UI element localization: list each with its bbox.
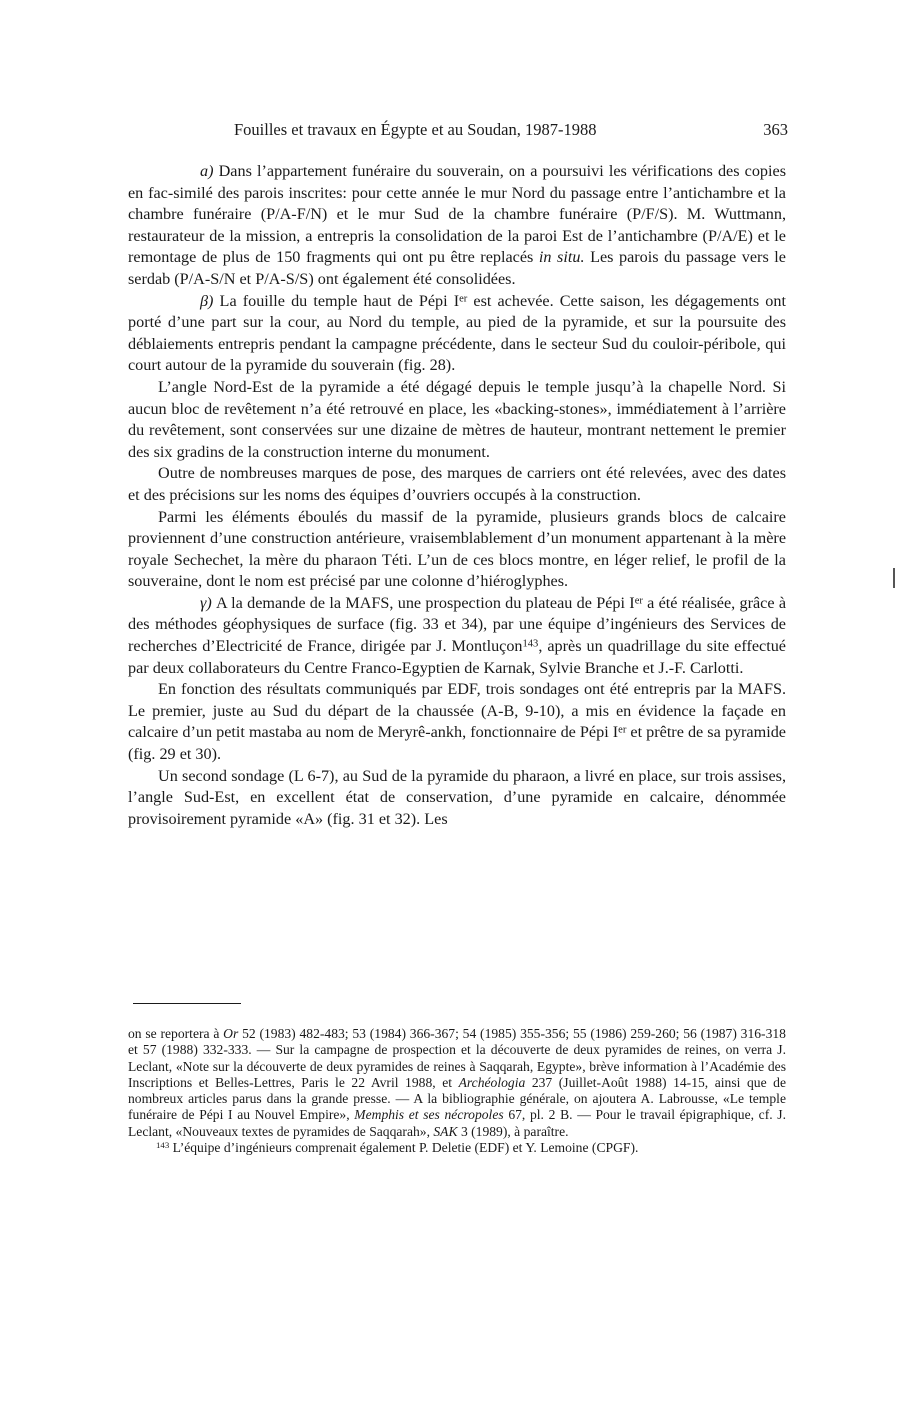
italic-citation: SAK <box>433 1123 458 1139</box>
italic-term: in situ. <box>538 248 585 267</box>
footnote-text: 3 (1989), à paraître. <box>457 1123 569 1139</box>
italic-citation: Or <box>223 1026 239 1041</box>
footnote-divider <box>133 1003 241 1004</box>
paragraph-sondages <box>128 679 786 765</box>
scan-edge-mark <box>893 568 895 588</box>
superscript: er <box>459 292 468 304</box>
paragraph-text: Dans l’appartement funéraire du souverain, on a poursuivi les vérifications des copies en fac-similé des parois inscrites: pour cette année le mur Nord du passage entre l’antichambre et la chambre funéraire (P/A-F/N) et le mur Sud de la chambre funéraire (P/F/S). M. Wuttmann, restaurateur de la mission, a entrepris la consolidation de la paroi Est de l’antichambre (P/A/E) et le remontage de plus de 150 fragments qui ont pu être replacés <box>128 162 786 267</box>
footnotes <box>128 1026 786 1156</box>
paragraph-text: En fonction des résultats communiqués par EDF, trois sondages ont été entrepris par la MAFS. Le premier, juste au Sud du départ de la chaussée (A-B, 9-10), a mis en évidence la façade en calcaire d’un petit mastaba au nom de Meryrê-ankh, fonctionnaire de Pépi I <box>128 680 786 742</box>
paragraph-beta <box>128 291 786 377</box>
paragraph-text: La fouille du temple haut de Pépi I <box>213 291 460 310</box>
running-head <box>128 118 788 142</box>
footnote-text: on se reportera à <box>128 1026 224 1041</box>
paragraph-text: , après un quadrillage du site effectué par deux collaborateurs du Centre Franco-Egyptien de Karnak, Sylvie Branche et J.-F. Carlotti. <box>128 637 786 677</box>
paragraph-a <box>128 161 786 291</box>
paragraph-label: γ) <box>200 593 212 612</box>
italic-citation: Memphis et ses nécropoles <box>354 1107 504 1123</box>
paragraph-text: Les parois du passage vers le serdab (P/A-S/N et P/A-S/S) ont également été consolidées. <box>128 248 786 288</box>
superscript: er <box>634 595 643 607</box>
footnote-continued <box>128 1026 786 1140</box>
page-number: 363 <box>763 120 788 139</box>
italic-citation: Archéologia <box>458 1074 526 1090</box>
footnote-number: 143 <box>156 1140 170 1151</box>
paragraph-label: β) <box>200 291 214 310</box>
footnote-text: 52 (1983) 482-483; 53 (1984) 366-367; 54 (1985) 355-356; 55 (1986) 259-260; 56 (1987) 316-318 et 57 (1988) 332-333. — Sur la campagne de prospection et la découverte de deux pyramides de reines, on verra J. Leclant, «Note sur la découverte de deux pyramides de reines à Saqqarah, Egypte», brève information à l’Académie des Inscriptions et Belles-Lettres, Paris le 22 Avril 1988, et <box>128 1026 786 1090</box>
paragraph-text: et prêtre de sa pyramide (fig. 29 et 30). <box>128 723 786 764</box>
paragraph-text: A la demande de la MAFS, une prospection du plateau de Pépi I <box>211 593 635 612</box>
paragraph-marques: Outre de nombreuses marques de pose, des marques de carriers ont été relevées, avec des dates et des précisions sur les noms des équipes d’ouvriers occupés à la construction. <box>128 464 786 504</box>
footnote-text: L’équipe d’ingénieurs comprenait également P. Deletie (EDF) et Y. Lemoine (CPGF). <box>169 1140 639 1156</box>
superscript: er <box>618 724 627 736</box>
paragraph-gamma <box>128 593 786 679</box>
paragraph-second-sondage: Un second sondage (L 6-7), au Sud de la pyramide du pharaon, a livré en place, sur trois assises, l’angle Sud-Est, en excellent état de conservation, d’une pyramide en calcaire, dénommée provisoirement pyramide «A» (fig. 31 et 32). Les <box>128 766 786 828</box>
body-text <box>128 161 786 830</box>
paragraph-label: a) <box>200 162 214 180</box>
paragraph-text: a été réalisée, grâce à des méthodes géophysiques de surface (fig. 33 et 34), par une équipe d’ingénieurs des Services de recherches d’Electricité de France, dirigée par J. Montluçon <box>128 593 786 656</box>
paragraph-text: est achevée. Cette saison, les dégagements ont porté d’une part sur la cour, au Nord du temple, au pied de la pyramide, et sur la poursuite des déblaiements entrepris pendant la campagne précédente, dans le secteur Sud du couloir-péribole, qui court autour de la pyramide du souverain (fig. 28). <box>128 291 786 375</box>
running-title: Fouilles et travaux en Égypte et au Soudan, 1987-1988 <box>234 120 597 139</box>
footnote-text: 237 (Juillet-Août 1988) 14-15, ainsi que de nombreux articles parus dans la grande presse. — A la bibliographie générale, on ajoutera A. Labrousse, «Le temple funéraire de Pépi I au Nouvel Empire», <box>128 1074 786 1123</box>
footnote-143 <box>128 1140 786 1156</box>
footnote-text: 67, pl. 2 B. — Pour le travail épigraphique, cf. J. Leclant, «Nouveaux textes de pyramides de Saqqarah», <box>128 1107 786 1139</box>
paragraph-elements-eboules: Parmi les éléments éboulés du massif de la pyramide, plusieurs grands blocs de calcaire proviennent d’une construction antérieure, vraisemblablement d’un monument appartenant à la mère royale Sechechet, la mère du pharaon Téti. L’un de ces blocs montre, en léger relief, le profil de la souveraine, dont le nom est précisé par une colonne d’hiéroglyphes. <box>128 507 786 591</box>
footnote-reference[interactable]: 143 <box>522 638 539 650</box>
paragraph-angle-nord-est: L’angle Nord-Est de la pyramide a été dégagé depuis le temple jusqu’à la chapelle Nord. Si aucun bloc de revêtement n’a été retrouvé en place, les «backing-stones», immédiatement à l’arrière du revêtement, sont conservées sur une dizaine de mètres de hauteur, montrant nettement le premier des six gradins de la construction interne du monument. <box>128 377 786 461</box>
